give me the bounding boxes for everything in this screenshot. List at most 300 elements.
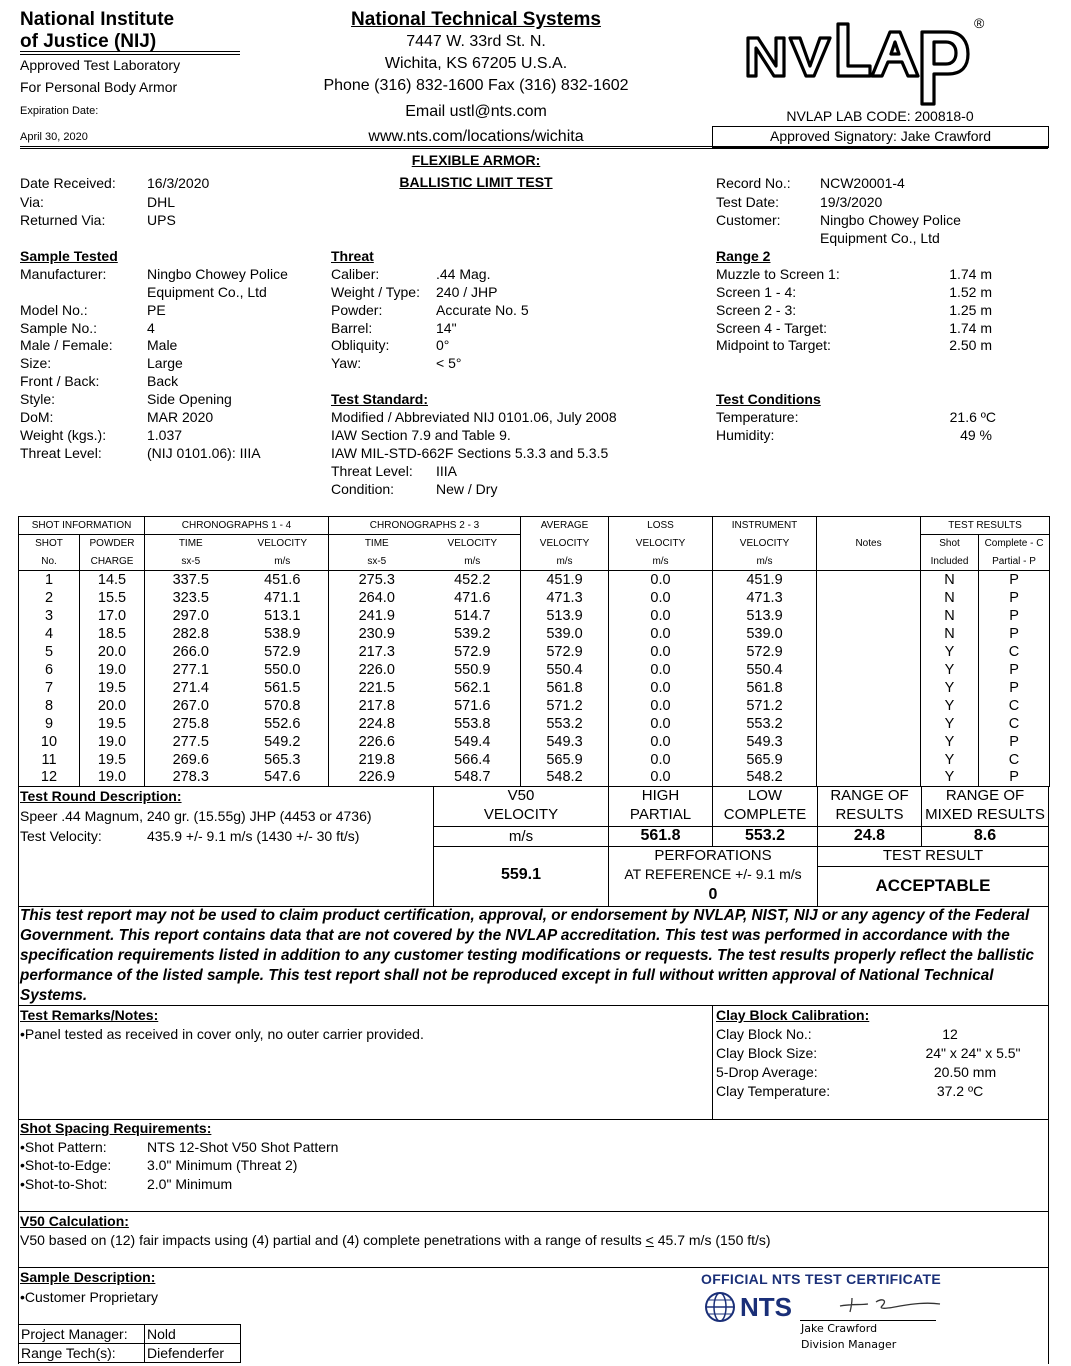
table-cell: 19.0 [80,661,145,679]
high-partial-value: 561.8 [640,827,681,844]
range-value: 2.50 m [949,337,992,353]
table-cell: C [1008,715,1020,732]
expiration-label: Expiration Date: [20,105,99,117]
clay-heading: Clay Block Calibration: [716,1007,870,1023]
table-cell: 550.0 [237,661,329,679]
table-cell: 19.0 [80,733,145,751]
sub-header: No. [19,553,80,571]
table-cell: P [1009,769,1019,786]
clay-value: 12 [942,1026,958,1042]
standard-value: New / Dry [436,481,498,497]
range-value: 1.25 m [949,302,992,318]
range-label: Screen 4 - Target: [716,320,828,336]
round-heading: Test Round Description: [20,788,182,804]
table-cell: 221.5 [358,679,395,696]
table-cell: 549.4 [425,733,521,751]
sample-label: Weight (kgs.): [20,427,107,443]
table-cell: Y [921,715,979,733]
table-cell: 9 [19,715,80,733]
table-cell: 217.3 [358,643,395,660]
table-cell: 297.0 [172,607,209,624]
velocity-label: Test Velocity: [20,828,102,844]
threat-value: 240 / JHP [436,284,498,300]
sub-header [817,553,921,571]
sample-label: Sample No.: [20,320,98,336]
shot-table [18,516,1050,787]
velocity-value: 435.9 +/- 9.1 m/s (1430 +/- 30 ft/s) [147,828,360,844]
table-cell: 337.5 [172,571,209,588]
sub-header: m/s [425,553,521,571]
threat-label: Weight / Type: [331,284,420,300]
table-cell: 17.0 [80,607,145,625]
range-label: Screen 2 - 3: [716,302,797,318]
received-value: 16/3/2020 [147,175,210,191]
table-cell: 226.6 [358,733,395,750]
table-cell: 553.8 [425,715,521,733]
table-cell: 539.0 [713,625,817,643]
table-cell: P [1009,661,1019,678]
table-row [19,769,1050,787]
table-cell: 550.4 [713,661,817,679]
sample-value: 4 [147,320,155,336]
signatory-box [712,126,1049,148]
spacing-label: •Shot-to-Edge: [20,1157,112,1173]
threat-label: Obliquity: [331,337,390,353]
condition-value: 21.6 ºC [949,409,996,425]
table-cell: 471.3 [713,589,817,607]
lab-code: NVLAP LAB CODE: 200818-0 [786,108,974,124]
table-cell: 15.5 [80,589,145,607]
group-header: SHOT INFORMATION [19,517,145,535]
customer-value2: Equipment Co., Ltd [820,230,940,246]
sample-value: PE [147,302,166,318]
nts-globe-icon [702,1290,740,1324]
test-result-value: ACCEPTABLE [875,876,991,895]
staff-label: Project Manager: [19,1325,145,1344]
sample-label: Size: [20,355,52,371]
table-cell: 0.0 [609,607,713,625]
threat-heading: Threat [331,248,374,264]
returned-via-label: Returned Via: [20,212,106,228]
table-cell: 451.9 [521,571,609,589]
sample-label: DoM: [20,409,54,425]
group-header: LOSS [609,517,713,535]
shot-rows [19,571,1050,787]
certificate-title: OFFICIAL NTS TEST CERTIFICATE [701,1271,941,1287]
spacing-value: NTS 12-Shot V50 Shot Pattern [147,1139,339,1155]
group-header: TEST RESULTS [948,520,1022,531]
table-cell: P [1009,607,1019,624]
table-cell: 3 [19,607,80,625]
sample-label: Model No.: [20,302,88,318]
threat-value: 0° [436,337,450,353]
sample-label: Front / Back: [20,373,100,389]
test-date-value: 19/3/2020 [820,194,883,210]
table-cell: 226.0 [358,661,395,678]
table-row [19,661,1050,679]
table-cell: 548.2 [713,769,817,787]
sample-value: Side Opening [147,391,232,407]
table-cell: 19.0 [80,769,145,787]
v50-label: VELOCITY [483,806,559,823]
sub-header: m/s [609,553,713,571]
table-cell: Y [921,733,979,751]
table-cell: N [921,571,979,589]
table-cell: 538.9 [237,625,329,643]
range-heading: Range 2 [716,248,771,264]
table-cell: 572.9 [425,643,521,661]
sample-value: Ningbo Chowey Police [147,266,288,282]
table-cell: 226.9 [358,769,395,786]
table-cell: 14.5 [80,571,145,589]
range-label: Muzzle to Screen 1: [716,266,840,282]
table-cell: 323.5 [172,589,209,606]
table-row [19,697,1050,715]
table-cell: 217.8 [358,697,395,714]
table-cell: 0.0 [609,643,713,661]
nts-logo-text: NTS [740,1292,792,1322]
group-header: AVERAGE [521,517,609,535]
table-cell: P [1009,733,1019,750]
standard-label: Condition: [331,481,395,497]
returned-via-value: UPS [147,212,176,228]
standard-line: IAW Section 7.9 and Table 9. [331,427,511,443]
table-cell: 561.5 [237,679,329,697]
table-cell [817,661,921,679]
sub-header: sx-5 [329,553,425,571]
registered-mark: ® [974,15,985,31]
table-cell: 565.3 [237,751,329,769]
test-date-label: Test Date: [716,194,780,210]
customer-value: Ningbo Chowey Police [820,212,961,228]
table-cell: 565.9 [713,751,817,769]
sample-value: Back [147,373,179,389]
perforations-label: AT REFERENCE +/- 9.1 m/s [624,866,802,882]
address-line2: Wichita, KS 67205 U.S.A. [384,55,568,72]
perforations-value: 0 [708,886,718,903]
table-cell [817,769,921,787]
table-cell: 269.6 [172,751,209,768]
sub-header: VELOCITY [425,535,521,553]
nvlap-logo [742,14,985,110]
sub-header: m/s [237,553,329,571]
record-label: Record No.: [716,175,791,191]
table-row [19,715,1050,733]
table-cell: 553.2 [713,715,817,733]
nij-title-line1: National Institute [20,9,175,30]
condition-label: Humidity: [716,427,775,443]
table-cell: 224.8 [358,715,395,732]
table-cell: Y [921,751,979,769]
table-cell [817,751,921,769]
table-cell: Y [921,643,979,661]
table-cell: 561.8 [521,679,609,697]
table-row [19,751,1050,769]
table-cell: 549.2 [237,733,329,751]
table-cell: 553.2 [521,715,609,733]
table-cell [817,733,921,751]
table-cell: Y [921,769,979,787]
table-cell: 549.3 [521,733,609,751]
table-cell: N [921,625,979,643]
table-cell: 12 [19,769,80,787]
table-cell: 561.8 [713,679,817,697]
table-cell [817,571,921,589]
table-cell: 0.0 [609,661,713,679]
table-cell: 271.4 [172,679,209,696]
report-title2: BALLISTIC LIMIT TEST [399,174,553,190]
table-cell: 266.0 [172,643,209,660]
v50-value: 559.1 [500,866,542,883]
approved-lab-text: Approved Test Laboratory [20,57,181,73]
condition-label: Temperature: [716,409,799,425]
remarks-heading: Test Remarks/Notes: [20,1007,159,1023]
via-value: DHL [147,194,176,210]
table-cell: 2 [19,589,80,607]
sub-header: m/s [521,553,609,571]
table-cell: N [921,607,979,625]
table-cell [817,589,921,607]
clay-value: 37.2 ºC [936,1083,984,1099]
signatory-text: Approved Signatory: Jake Crawford [770,128,991,144]
table-cell: 219.8 [358,751,395,768]
remarks-text: •Panel tested as received in cover only, no outer carrier provided. [20,1026,424,1042]
threat-label: Barrel: [331,320,373,336]
table-cell: 0.0 [609,733,713,751]
table-cell: 8 [19,697,80,715]
table-cell: 6 [19,661,80,679]
table-cell: 278.3 [172,769,209,786]
report-title1: FLEXIBLE ARMOR: [411,152,541,168]
table-cell: 539.2 [425,625,521,643]
table-cell: 19.5 [80,715,145,733]
table-row [19,607,1050,625]
mixed-results-value: 8.6 [973,827,997,844]
table-cell: 451.9 [713,571,817,589]
sub-header: TIME [145,535,237,553]
company-name: National Technical Systems [351,9,601,30]
table-cell: 0.0 [609,625,713,643]
table-cell: P [1009,679,1019,696]
clay-label: Clay Temperature: [716,1083,831,1099]
table-cell: C [1008,697,1020,714]
sub-header: VELOCITY [521,535,609,553]
table-cell: 547.6 [237,769,329,787]
table-row [19,643,1050,661]
threat-value: 14" [436,320,457,336]
signer-title: Division Manager [801,1338,897,1351]
disclaimer: This test report may not be used to claim product certification, approval, or endorsement by NVLAP, NIST, NIJ or any agency of the Federal Government. This report contains data that are not covered by the NVLAP accreditation. This test was performed in accordance with the specification requirements listed in addition to any customer testing modifications or requests. The test results properly reflect the ballistic performance of the listed sample. This test report shall not be reproduced except in full without written approval of National Technical Systems. [20,907,1035,1004]
group-header: CHRONOGRAPHS 1 - 4 [145,517,329,535]
spacing-value: 2.0" Minimum [147,1176,233,1192]
sample-value: Large [147,355,183,371]
table-cell: 241.9 [358,607,395,624]
table-cell: 19.5 [80,679,145,697]
low-complete-label: COMPLETE [723,806,807,823]
table-cell: C [1008,751,1020,768]
signature-icon [830,1292,945,1318]
spacing-label: •Shot-to-Shot: [20,1176,108,1192]
v50-unit: m/s [508,828,534,845]
table-cell: 562.1 [425,679,521,697]
table-cell: 10 [19,733,80,751]
table-cell: 550.9 [425,661,521,679]
customer-label: Customer: [716,212,781,228]
group-header [817,517,921,535]
table-cell: Y [921,679,979,697]
standard-heading: Test Standard: [331,391,428,407]
table-cell: 513.9 [713,607,817,625]
table-cell: C [1008,643,1020,660]
sub-header: VELOCITY [713,535,817,553]
sub-header: SHOT [19,535,80,553]
mixed-results-label: RANGE OF [945,787,1025,804]
standard-line: IAW MIL-STD-662F Sections 5.3.3 and 5.3.5 [331,445,609,461]
sub-header: Partial - P [979,553,1050,571]
table-cell: 5 [19,643,80,661]
sub-header: TIME [329,535,425,553]
table-cell: 471.3 [521,589,609,607]
sub-header: Shot [921,535,979,553]
table-cell: 11 [19,751,80,769]
table-cell: N [921,589,979,607]
table-cell [817,679,921,697]
email: Email ustl@nts.com [405,103,547,120]
table-cell: 570.8 [237,697,329,715]
v50-label: V50 [507,787,535,804]
table-cell: 572.9 [713,643,817,661]
spacing-heading: Shot Spacing Requirements: [20,1120,212,1136]
sub-header: Included [921,553,979,571]
perforations-label: PERFORATIONS [654,847,772,864]
threat-value: < 5° [436,355,462,371]
table-cell [817,625,921,643]
conditions-heading: Test Conditions [716,391,821,407]
range-label: Screen 1 - 4: [716,284,797,300]
standard-label: Threat Level: [331,463,413,479]
phone-fax: Phone (316) 832-1600 Fax (316) 832-1602 [323,77,629,94]
table-cell: 552.6 [237,715,329,733]
table-cell [817,715,921,733]
table-cell: 0.0 [609,715,713,733]
table-cell: P [1009,625,1019,642]
table-row [19,679,1050,697]
table-cell: 572.9 [521,643,609,661]
high-partial-label: HIGH [641,787,680,804]
table-cell: 0.0 [609,697,713,715]
clay-value: 24" x 24" x 5.5" [925,1045,1021,1061]
table-cell: 0.0 [609,769,713,787]
group-header: CHRONOGRAPHS 2 - 3 [329,517,521,535]
nij-title-line2: of Justice (NIJ) [20,31,157,52]
sample-value: (NIJ 0101.06): IIIA [147,445,261,461]
table-cell: 548.7 [425,769,521,787]
table-cell: Y [921,697,979,715]
table-cell: Y [921,661,979,679]
spacing-value: 3.0" Minimum (Threat 2) [147,1157,298,1173]
table-cell: 277.1 [172,661,209,678]
table-cell: 4 [19,625,80,643]
table-cell: 20.0 [80,697,145,715]
staff-label: Range Tech(s): [19,1344,145,1363]
group-header: INSTRUMENT [713,517,817,535]
table-cell: 19.5 [80,751,145,769]
clay-value: 20.50 mm [933,1064,997,1080]
table-row [19,589,1050,607]
table-cell [817,697,921,715]
table-cell: 452.2 [425,571,521,589]
table-cell: 539.0 [521,625,609,643]
clay-label: Clay Block No.: [716,1026,812,1042]
table-cell: P [1009,571,1019,588]
table-cell: 514.7 [425,607,521,625]
table-cell: 513.1 [237,607,329,625]
sample-label: Manufacturer: [20,266,107,282]
sub-header: Complete - C [979,535,1050,553]
clay-label: Clay Block Size: [716,1045,818,1061]
table-cell: 549.3 [713,733,817,751]
website: www.nts.com/locations/wichita [368,128,584,145]
sub-header: POWDER [80,535,145,553]
table-cell: 282.8 [172,625,209,642]
threat-value: .44 Mag. [436,266,491,282]
table-cell: 471.1 [237,589,329,607]
table-cell [817,607,921,625]
table-cell: 566.4 [425,751,521,769]
v50-calc-heading: V50 Calculation: [20,1213,129,1229]
sample-value: 1.037 [147,427,183,443]
range-label: Midpoint to Target: [716,337,831,353]
table-cell: 18.5 [80,625,145,643]
table-cell: P [1009,589,1019,606]
table-cell: 1 [19,571,80,589]
record-value: NCW20001-4 [820,175,905,191]
range-value: 1.52 m [949,284,992,300]
sample-desc-heading: Sample Description: [20,1269,156,1285]
table-row [19,733,1050,751]
body-armor-text: For Personal Body Armor [20,79,178,95]
table-cell: 0.0 [609,751,713,769]
sample-label: Threat Level: [20,445,102,461]
table-cell: 0.0 [609,679,713,697]
sample-desc-text: •Customer Proprietary [20,1289,158,1305]
table-cell: 7 [19,679,80,697]
table-cell: 548.2 [521,769,609,787]
table-cell: 0.0 [609,589,713,607]
table-cell: 20.0 [80,643,145,661]
received-label: Date Received: [20,175,116,191]
clay-label: 5-Drop Average: [716,1064,818,1080]
table-cell: 471.6 [425,589,521,607]
threat-label: Caliber: [331,266,380,282]
v50-calc-text-pre: V50 based on (12) fair impacts using (4) partial and (4) complete penetrations with a range of results [20,1232,646,1248]
v50-calc-text [20,1232,771,1248]
address-line1: 7447 W. 33rd St. N. [406,33,546,50]
sample-value: Male [147,337,178,353]
table-cell: 230.9 [358,625,395,642]
table-row [19,625,1050,643]
test-result-label: TEST RESULT [882,847,984,864]
v50-calc-text-post: 45.7 m/s (150 ft/s) [653,1232,771,1248]
sample-label: Style: [20,391,56,407]
sub-header: Notes [817,535,921,553]
table-cell: 264.0 [358,589,395,606]
high-partial-label: PARTIAL [629,806,692,823]
low-complete-label: LOW [747,787,783,804]
table-cell: 571.2 [713,697,817,715]
table-cell: 451.6 [237,571,329,589]
table-cell: 267.0 [172,697,209,714]
